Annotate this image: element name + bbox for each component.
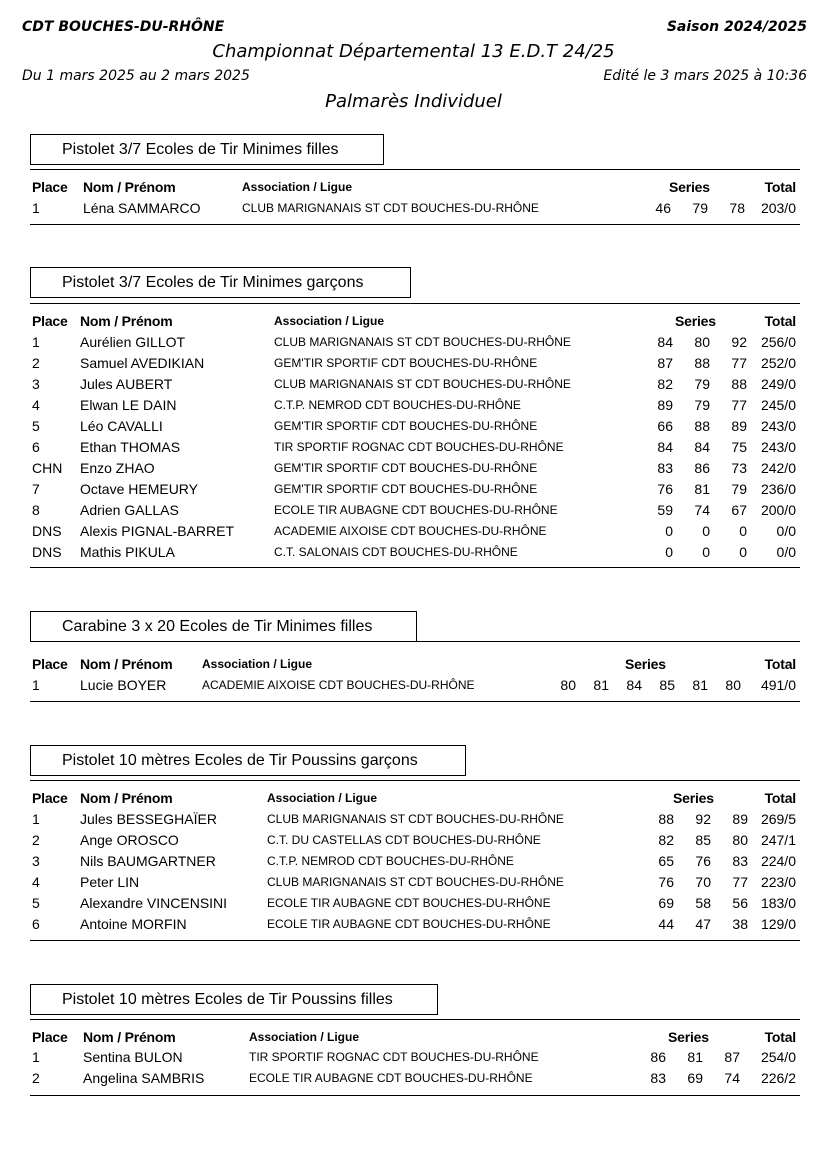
series-score-cell: 0 bbox=[702, 523, 710, 539]
name-cell: Ethan THOMAS bbox=[80, 439, 181, 455]
table-row bbox=[30, 872, 800, 893]
column-header-name: Nom / Prénom bbox=[83, 1029, 176, 1045]
column-header-series: Series bbox=[669, 179, 710, 195]
association-cell: C.T.P. NEMROD CDT BOUCHES-DU-RHÔNE bbox=[274, 398, 521, 412]
series-score-cell: 80 bbox=[560, 677, 576, 693]
name-cell: Octave HEMEURY bbox=[80, 481, 198, 497]
series-score-cell: 82 bbox=[658, 832, 674, 848]
series-score-cell: 0 bbox=[702, 544, 710, 560]
total-cell: 0/0 bbox=[776, 523, 796, 539]
series-score-cell: 92 bbox=[695, 811, 711, 827]
table-row bbox=[30, 437, 800, 458]
table-row bbox=[30, 1068, 800, 1089]
series-score-cell: 81 bbox=[694, 481, 710, 497]
place-cell: DNS bbox=[32, 523, 62, 539]
series-score-cell: 81 bbox=[692, 677, 708, 693]
table-row bbox=[30, 914, 800, 935]
series-score-cell: 84 bbox=[694, 439, 710, 455]
total-cell: 183/0 bbox=[760, 895, 796, 911]
series-score-cell: 78 bbox=[729, 200, 745, 216]
series-score-cell: 81 bbox=[687, 1049, 703, 1065]
column-header-association: Association / Ligue bbox=[274, 314, 385, 328]
series-score-cell: 88 bbox=[731, 376, 747, 392]
place-cell: 1 bbox=[32, 677, 40, 693]
place-cell: 2 bbox=[32, 1070, 40, 1086]
series-score-cell: 56 bbox=[732, 895, 748, 911]
total-cell: 226/2 bbox=[760, 1070, 796, 1086]
column-header-association: Association / Ligue bbox=[249, 1030, 360, 1044]
place-cell: 6 bbox=[32, 916, 40, 932]
total-cell: 243/0 bbox=[760, 439, 796, 455]
name-cell: Angelina SAMBRIS bbox=[83, 1070, 205, 1086]
result-section bbox=[30, 611, 800, 704]
table-row bbox=[30, 675, 800, 696]
section-title: Pistolet 10 mètres Ecoles de Tir Poussins filles bbox=[30, 984, 438, 1015]
series-score-cell: 77 bbox=[731, 397, 747, 413]
total-cell: 252/0 bbox=[760, 355, 796, 371]
name-cell: Enzo ZHAO bbox=[80, 460, 155, 476]
name-cell: Antoine MORFIN bbox=[80, 916, 187, 932]
association-cell: ECOLE TIR AUBAGNE CDT BOUCHES-DU-RHÔNE bbox=[267, 917, 551, 931]
result-section bbox=[30, 267, 800, 570]
association-cell: GEM'TIR SPORTIF CDT BOUCHES-DU-RHÔNE bbox=[274, 419, 538, 433]
name-cell: Adrien GALLAS bbox=[80, 502, 179, 518]
column-header-total: Total bbox=[764, 313, 796, 329]
series-score-cell: 76 bbox=[657, 481, 673, 497]
association-cell: ECOLE TIR AUBAGNE CDT BOUCHES-DU-RHÔNE bbox=[267, 896, 551, 910]
name-cell: Mathis PIKULA bbox=[80, 544, 175, 560]
table-row bbox=[30, 479, 800, 500]
series-score-cell: 70 bbox=[695, 874, 711, 890]
series-score-cell: 80 bbox=[725, 677, 741, 693]
column-header-association: Association / Ligue bbox=[242, 180, 353, 194]
table-row bbox=[30, 542, 800, 563]
place-cell: 3 bbox=[32, 853, 40, 869]
name-cell: Ange OROSCO bbox=[80, 832, 179, 848]
series-score-cell: 0 bbox=[739, 544, 747, 560]
date-range: Du 1 mars 2025 au 2 mars 2025 bbox=[22, 68, 250, 84]
series-score-cell: 86 bbox=[650, 1049, 666, 1065]
total-cell: 236/0 bbox=[760, 481, 796, 497]
series-score-cell: 76 bbox=[658, 874, 674, 890]
association-cell: CLUB MARIGNANAIS ST CDT BOUCHES-DU-RHÔNE bbox=[274, 335, 571, 349]
place-cell: 4 bbox=[32, 874, 40, 890]
place-cell: 3 bbox=[32, 376, 40, 392]
column-header-place: Place bbox=[32, 313, 68, 329]
column-header-place: Place bbox=[32, 1029, 68, 1045]
series-score-cell: 77 bbox=[732, 874, 748, 890]
season-label: Saison 2024/2025 bbox=[666, 19, 807, 35]
series-score-cell: 77 bbox=[731, 355, 747, 371]
column-header-name: Nom / Prénom bbox=[80, 313, 173, 329]
series-score-cell: 86 bbox=[694, 460, 710, 476]
table-header bbox=[30, 654, 800, 675]
table-row bbox=[30, 893, 800, 914]
association-cell: ACADEMIE AIXOISE CDT BOUCHES-DU-RHÔNE bbox=[202, 678, 475, 692]
column-header-place: Place bbox=[32, 179, 68, 195]
series-score-cell: 83 bbox=[650, 1070, 666, 1086]
series-score-cell: 79 bbox=[694, 376, 710, 392]
column-header-series: Series bbox=[668, 1029, 709, 1045]
association-cell: GEM'TIR SPORTIF CDT BOUCHES-DU-RHÔNE bbox=[274, 482, 538, 496]
series-score-cell: 80 bbox=[694, 334, 710, 350]
association-cell: C.T. DU CASTELLAS CDT BOUCHES-DU-RHÔNE bbox=[267, 833, 541, 847]
total-cell: 242/0 bbox=[760, 460, 796, 476]
result-section bbox=[30, 984, 800, 1098]
table-row bbox=[30, 395, 800, 416]
table-row bbox=[30, 198, 800, 219]
place-cell: 7 bbox=[32, 481, 40, 497]
series-score-cell: 76 bbox=[695, 853, 711, 869]
table-row bbox=[30, 521, 800, 542]
series-score-cell: 87 bbox=[724, 1049, 740, 1065]
column-header-series: Series bbox=[625, 656, 666, 672]
organization-name: CDT BOUCHES-DU-RHÔNE bbox=[22, 19, 225, 35]
table-row bbox=[30, 809, 800, 830]
place-cell: 8 bbox=[32, 502, 40, 518]
column-header-series: Series bbox=[673, 790, 714, 806]
place-cell: 4 bbox=[32, 397, 40, 413]
column-header-total: Total bbox=[764, 1029, 796, 1045]
series-score-cell: 89 bbox=[732, 811, 748, 827]
series-score-cell: 88 bbox=[694, 355, 710, 371]
name-cell: Jules BESSEGHAÏER bbox=[80, 811, 217, 827]
series-score-cell: 75 bbox=[731, 439, 747, 455]
association-cell: C.T.P. NEMROD CDT BOUCHES-DU-RHÔNE bbox=[267, 854, 514, 868]
table-row bbox=[30, 332, 800, 353]
table-row bbox=[30, 353, 800, 374]
total-cell: 254/0 bbox=[760, 1049, 796, 1065]
place-cell: 1 bbox=[32, 811, 40, 827]
series-score-cell: 47 bbox=[695, 916, 711, 932]
series-score-cell: 0 bbox=[739, 523, 747, 539]
series-score-cell: 80 bbox=[732, 832, 748, 848]
name-cell: Aurélien GILLOT bbox=[80, 334, 186, 350]
total-cell: 491/0 bbox=[760, 677, 796, 693]
series-score-cell: 85 bbox=[695, 832, 711, 848]
association-cell: ECOLE TIR AUBAGNE CDT BOUCHES-DU-RHÔNE bbox=[249, 1071, 533, 1085]
place-cell: CHN bbox=[32, 460, 63, 476]
column-header-place: Place bbox=[32, 790, 68, 806]
series-score-cell: 87 bbox=[657, 355, 673, 371]
column-header-association: Association / Ligue bbox=[267, 791, 378, 805]
total-cell: 0/0 bbox=[776, 544, 796, 560]
series-score-cell: 59 bbox=[657, 502, 673, 518]
place-cell: 1 bbox=[32, 334, 40, 350]
name-cell: Peter LIN bbox=[80, 874, 140, 890]
table-header bbox=[30, 177, 800, 198]
name-cell: Lucie BOYER bbox=[80, 677, 167, 693]
series-score-cell: 58 bbox=[695, 895, 711, 911]
table-row bbox=[30, 458, 800, 479]
name-cell: Léna SAMMARCO bbox=[83, 200, 201, 216]
section-title: Pistolet 3/7 Ecoles de Tir Minimes garçons bbox=[30, 267, 411, 298]
table-header bbox=[30, 311, 800, 332]
table-row bbox=[30, 830, 800, 851]
page-subtitle: Palmarès Individuel bbox=[325, 91, 502, 112]
series-score-cell: 89 bbox=[657, 397, 673, 413]
section-title: Pistolet 3/7 Ecoles de Tir Minimes filles bbox=[30, 134, 384, 165]
series-score-cell: 83 bbox=[732, 853, 748, 869]
column-header-association: Association / Ligue bbox=[202, 657, 313, 671]
column-header-place: Place bbox=[32, 656, 68, 672]
series-score-cell: 85 bbox=[659, 677, 675, 693]
total-cell: 203/0 bbox=[760, 200, 796, 216]
column-header-total: Total bbox=[764, 790, 796, 806]
total-cell: 256/0 bbox=[760, 334, 796, 350]
total-cell: 249/0 bbox=[760, 376, 796, 392]
name-cell: Alexis PIGNAL-BARRET bbox=[80, 523, 235, 539]
series-score-cell: 82 bbox=[657, 376, 673, 392]
series-score-cell: 84 bbox=[657, 439, 673, 455]
table-row bbox=[30, 500, 800, 521]
series-score-cell: 65 bbox=[658, 853, 674, 869]
series-score-cell: 0 bbox=[665, 544, 673, 560]
series-score-cell: 73 bbox=[731, 460, 747, 476]
association-cell: GEM'TIR SPORTIF CDT BOUCHES-DU-RHÔNE bbox=[274, 461, 538, 475]
series-score-cell: 69 bbox=[687, 1070, 703, 1086]
association-cell: ECOLE TIR AUBAGNE CDT BOUCHES-DU-RHÔNE bbox=[274, 503, 558, 517]
association-cell: CLUB MARIGNANAIS ST CDT BOUCHES-DU-RHÔNE bbox=[267, 812, 564, 826]
place-cell: 1 bbox=[32, 1049, 40, 1065]
series-score-cell: 83 bbox=[657, 460, 673, 476]
place-cell: 2 bbox=[32, 355, 40, 371]
place-cell: 2 bbox=[32, 832, 40, 848]
column-header-series: Series bbox=[675, 313, 716, 329]
series-score-cell: 0 bbox=[665, 523, 673, 539]
series-score-cell: 46 bbox=[655, 200, 671, 216]
section-title: Pistolet 10 mètres Ecoles de Tir Poussins garçons bbox=[30, 745, 466, 776]
series-score-cell: 84 bbox=[657, 334, 673, 350]
series-score-cell: 69 bbox=[658, 895, 674, 911]
association-cell: CLUB MARIGNANAIS ST CDT BOUCHES-DU-RHÔNE bbox=[242, 201, 539, 215]
place-cell: 5 bbox=[32, 418, 40, 434]
result-section bbox=[30, 134, 800, 227]
column-header-name: Nom / Prénom bbox=[80, 790, 173, 806]
name-cell: Sentina BULON bbox=[83, 1049, 183, 1065]
name-cell: Alexandre VINCENSINI bbox=[80, 895, 228, 911]
series-score-cell: 84 bbox=[626, 677, 642, 693]
series-score-cell: 81 bbox=[593, 677, 609, 693]
total-cell: 129/0 bbox=[760, 916, 796, 932]
name-cell: Elwan LE DAIN bbox=[80, 397, 177, 413]
association-cell: TIR SPORTIF ROGNAC CDT BOUCHES-DU-RHÔNE bbox=[274, 440, 564, 454]
association-cell: TIR SPORTIF ROGNAC CDT BOUCHES-DU-RHÔNE bbox=[249, 1050, 539, 1064]
table-row bbox=[30, 851, 800, 872]
total-cell: 200/0 bbox=[760, 502, 796, 518]
table-header bbox=[30, 788, 800, 809]
result-section bbox=[30, 745, 800, 943]
column-header-total: Total bbox=[764, 179, 796, 195]
series-score-cell: 79 bbox=[731, 481, 747, 497]
column-header-name: Nom / Prénom bbox=[80, 656, 173, 672]
total-cell: 224/0 bbox=[760, 853, 796, 869]
total-cell: 247/1 bbox=[760, 832, 796, 848]
championship-title: Championnat Départemental 13 E.D.T 24/25 bbox=[212, 41, 615, 62]
total-cell: 243/0 bbox=[760, 418, 796, 434]
association-cell: ACADEMIE AIXOISE CDT BOUCHES-DU-RHÔNE bbox=[274, 524, 547, 538]
series-score-cell: 79 bbox=[692, 200, 708, 216]
edited-timestamp: Edité le 3 mars 2025 à 10:36 bbox=[603, 68, 807, 84]
series-score-cell: 89 bbox=[731, 418, 747, 434]
place-cell: DNS bbox=[32, 544, 62, 560]
name-cell: Samuel AVEDIKIAN bbox=[80, 355, 205, 371]
series-score-cell: 88 bbox=[658, 811, 674, 827]
total-cell: 245/0 bbox=[760, 397, 796, 413]
association-cell: CLUB MARIGNANAIS ST CDT BOUCHES-DU-RHÔNE bbox=[267, 875, 564, 889]
column-header-total: Total bbox=[764, 656, 796, 672]
series-score-cell: 92 bbox=[731, 334, 747, 350]
table-row bbox=[30, 416, 800, 437]
series-score-cell: 44 bbox=[658, 916, 674, 932]
series-score-cell: 79 bbox=[694, 397, 710, 413]
section-title: Carabine 3 x 20 Ecoles de Tir Minimes filles bbox=[30, 611, 417, 642]
table-header bbox=[30, 1027, 800, 1048]
total-cell: 269/5 bbox=[760, 811, 796, 827]
association-cell: C.T. SALONAIS CDT BOUCHES-DU-RHÔNE bbox=[274, 545, 518, 559]
series-score-cell: 74 bbox=[694, 502, 710, 518]
series-score-cell: 67 bbox=[731, 502, 747, 518]
table-row bbox=[30, 1047, 800, 1068]
series-score-cell: 74 bbox=[724, 1070, 740, 1086]
column-header-name: Nom / Prénom bbox=[83, 179, 176, 195]
total-cell: 223/0 bbox=[760, 874, 796, 890]
place-cell: 5 bbox=[32, 895, 40, 911]
association-cell: CLUB MARIGNANAIS ST CDT BOUCHES-DU-RHÔNE bbox=[274, 377, 571, 391]
name-cell: Nils BAUMGARTNER bbox=[80, 853, 216, 869]
series-score-cell: 38 bbox=[732, 916, 748, 932]
name-cell: Jules AUBERT bbox=[80, 376, 173, 392]
association-cell: GEM'TIR SPORTIF CDT BOUCHES-DU-RHÔNE bbox=[274, 356, 538, 370]
place-cell: 1 bbox=[32, 200, 40, 216]
name-cell: Léo CAVALLI bbox=[80, 418, 163, 434]
place-cell: 6 bbox=[32, 439, 40, 455]
series-score-cell: 66 bbox=[657, 418, 673, 434]
table-row bbox=[30, 374, 800, 395]
series-score-cell: 88 bbox=[694, 418, 710, 434]
